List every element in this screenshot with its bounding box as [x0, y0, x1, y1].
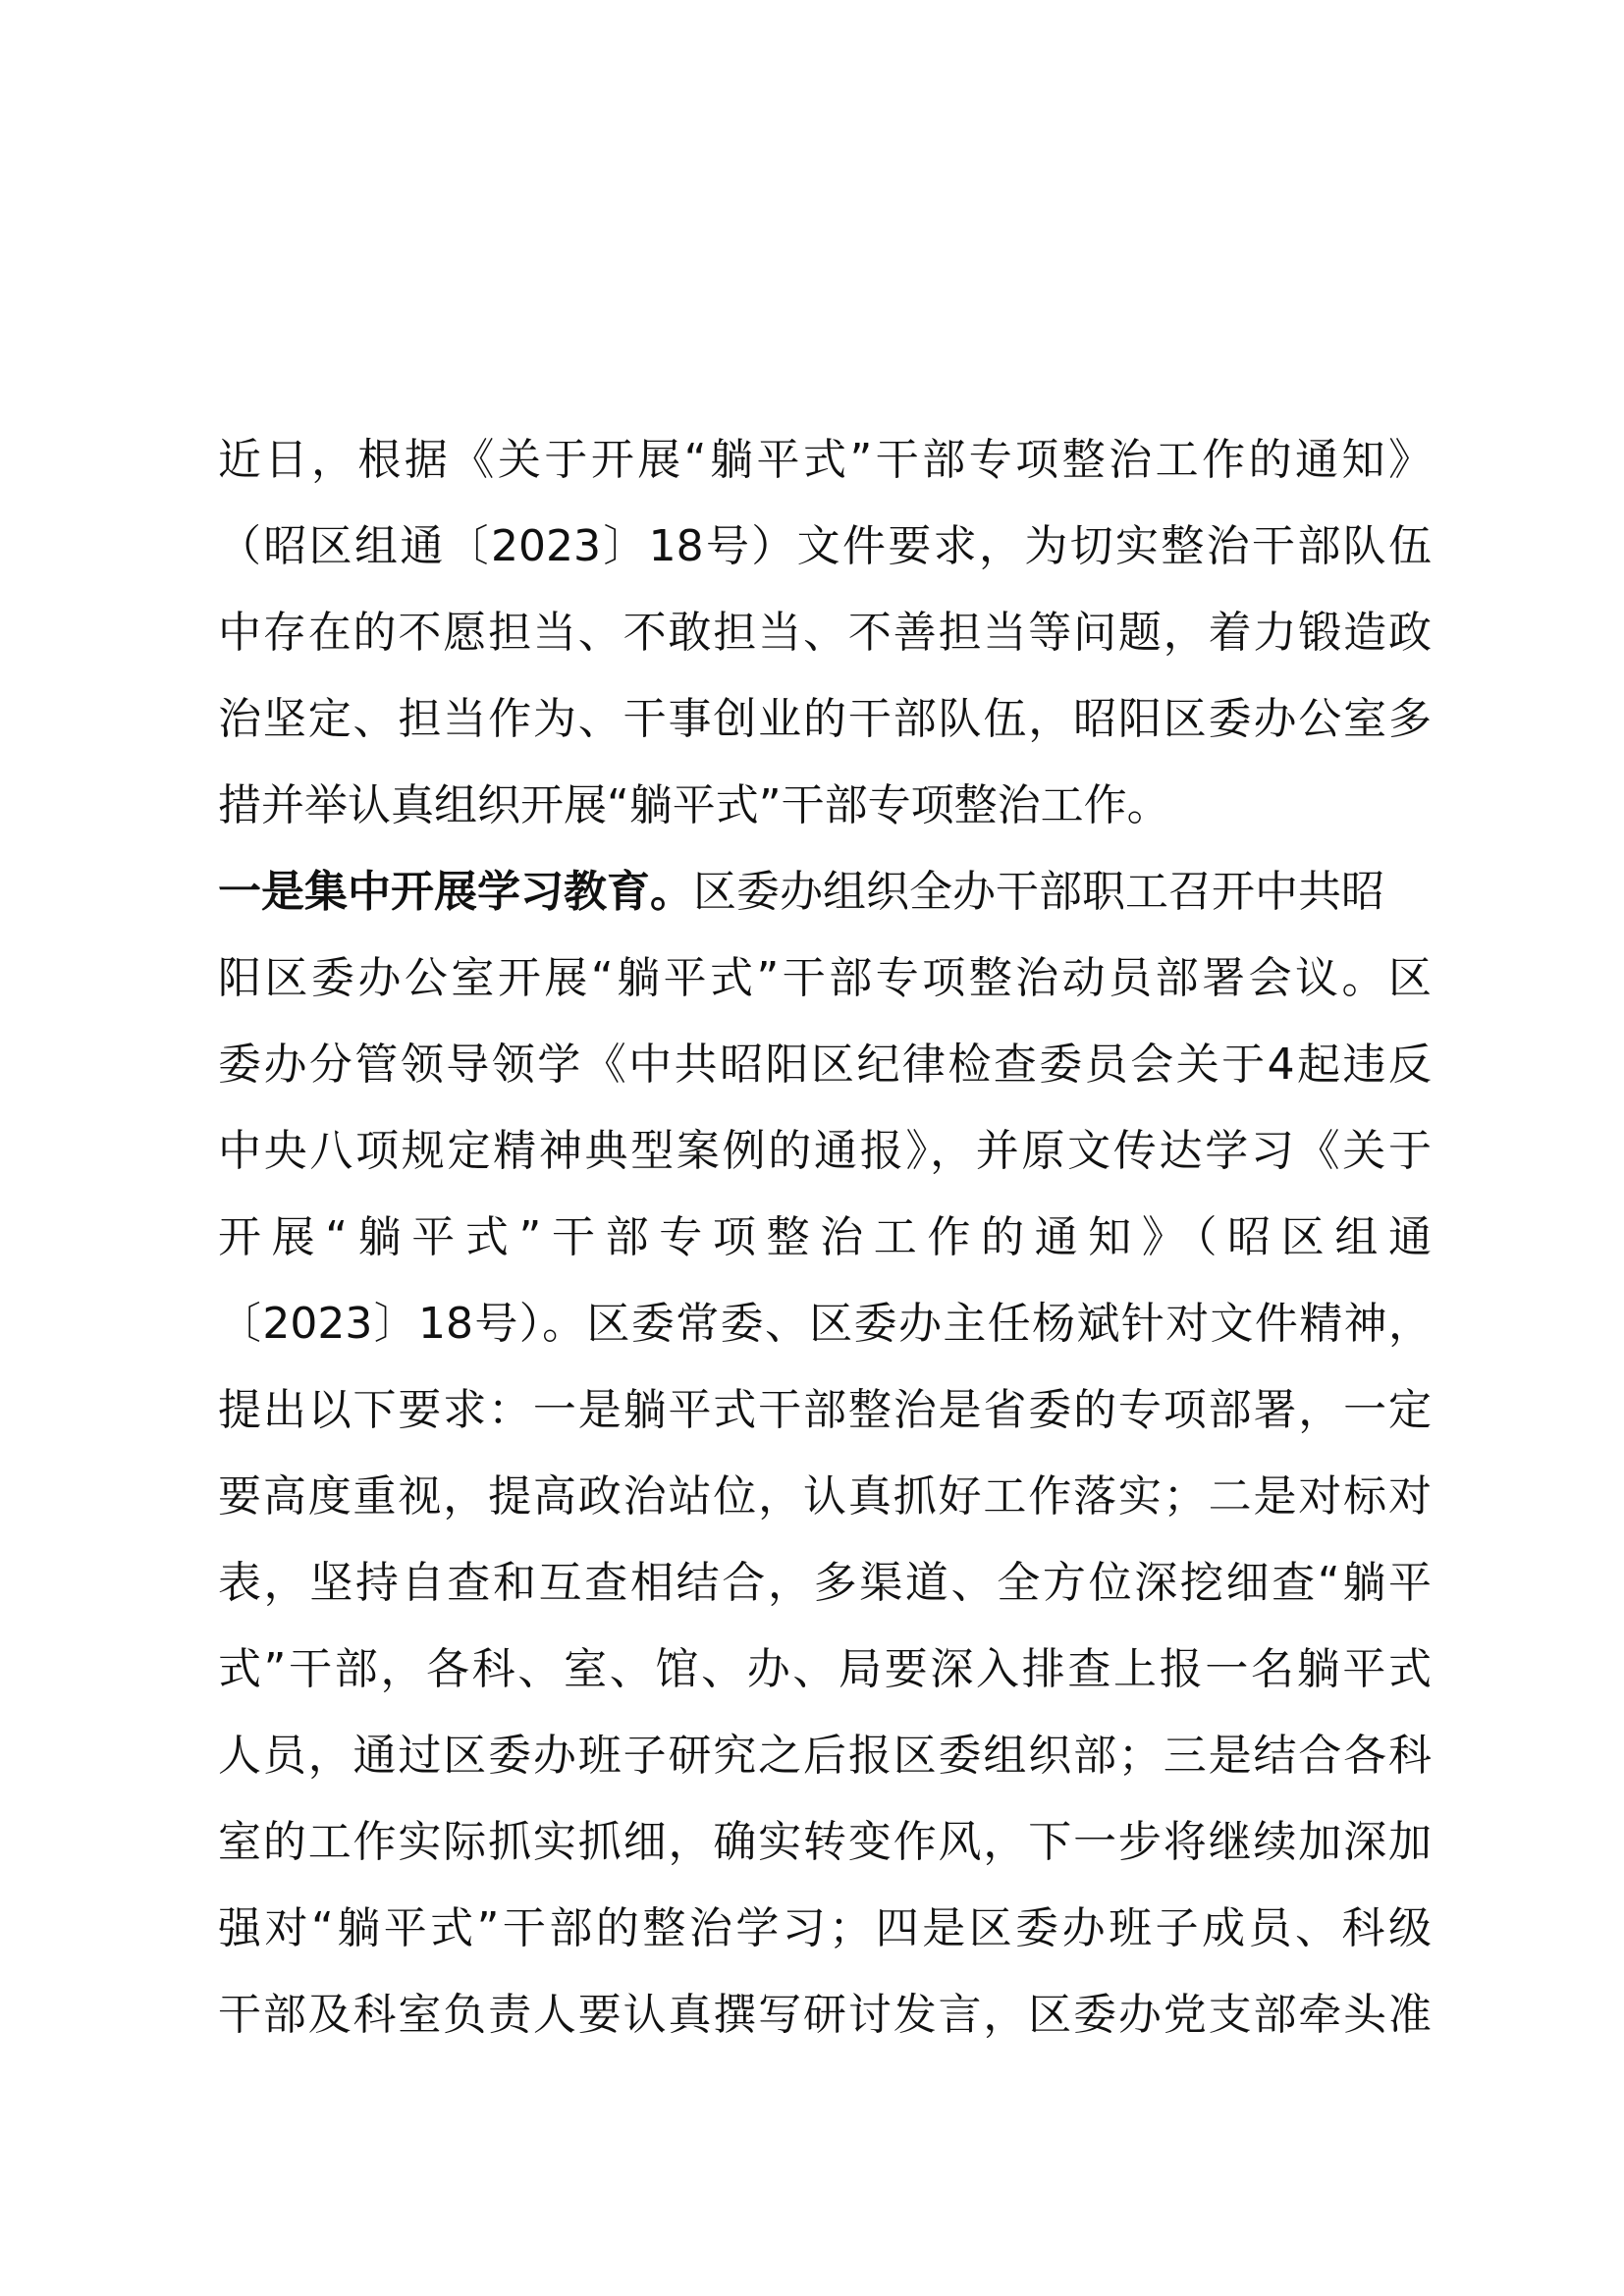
text-line: 室的工作实际抓实抓细，确实转变作风，下一步将继续加深加	[218, 1817, 1432, 1867]
text-line	[218, 849, 1432, 935]
text-line: 措并举认真组织开展“躺平式”干部专项整治工作。	[218, 780, 1170, 830]
text-line: （昭区组通〔2023〕18号）文件要求，为切实整治干部队伍	[218, 521, 1432, 571]
text-line: 式”干部，各科、室、馆、办、局要深入排查上报一名躺平式	[218, 1644, 1432, 1694]
document-body	[218, 417, 1432, 2058]
text-line: 中央八项规定精神典型案例的通报》，并原文传达学习《关于	[218, 1126, 1432, 1176]
paragraph-lead-heading: 一是集中开展学习教育。	[218, 867, 693, 917]
text-line: 近日，根据《关于开展“躺平式”干部专项整治工作的通知》	[218, 435, 1432, 485]
paragraph-intro	[218, 417, 1432, 849]
text-line: 〔2023〕18号）。区委常委、区委办主任杨斌针对文件精神，	[218, 1299, 1432, 1349]
text-line: 干部及科室负责人要认真撰写研讨发言，区委办党支部牵头准	[218, 1990, 1432, 2040]
text-line: 要高度重视，提高政治站位，认真抓好工作落实；二是对标对	[218, 1471, 1432, 1522]
paragraph-study-education	[218, 849, 1432, 2058]
text-line: 表，坚持自查和互查相结合，多渠道、全方位深挖细查“躺平	[218, 1558, 1432, 1608]
text-line: 提出以下要求：一是躺平式干部整治是省委的专项部署，一定	[218, 1385, 1432, 1435]
text-line: 阳区委办公室开展“躺平式”干部专项整治动员部署会议。区	[218, 953, 1432, 1003]
text-line: 中存在的不愿担当、不敢担当、不善担当等问题，着力锻造政	[218, 608, 1432, 658]
text-line: 委办分管领导领学《中共昭阳区纪律检查委员会关于4起违反	[218, 1040, 1432, 1090]
text-segment: 区委办组织全办干部职工召开中共昭	[693, 867, 1384, 917]
text-line: 治坚定、担当作为、干事创业的干部队伍，昭阳区委办公室多	[218, 694, 1432, 744]
text-line: 开展“躺平式”干部专项整治工作的通知》（昭区组通	[218, 1212, 1432, 1262]
text-line: 强对“躺平式”干部的整治学习；四是区委办班子成员、科级	[218, 1903, 1432, 1953]
text-line: 人员，通过区委办班子研究之后报区委组织部；三是结合各科	[218, 1731, 1432, 1781]
